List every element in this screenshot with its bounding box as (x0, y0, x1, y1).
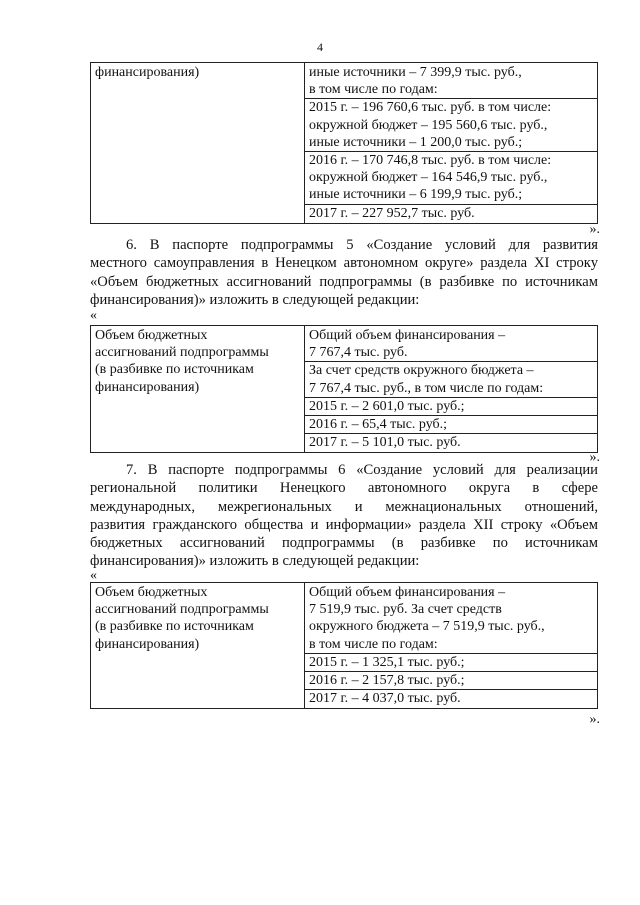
cell-line: 2016 г. – 2 157,8 тыс. руб.; (305, 671, 597, 689)
cell-line: (в разбивке по источникам (95, 619, 254, 635)
cell-line: За счет средств окружного бюджета – (305, 361, 597, 379)
paragraph-line: финансирования)» изложить в следующей редакции: (90, 553, 420, 570)
cell-line: иные источники – 7 399,9 тыс. руб., (309, 65, 522, 80)
cell-line: иные источники – 1 200,0 тыс. руб.; (309, 134, 523, 150)
cell-line: 2017 г. – 5 101,0 тыс. руб. (305, 433, 597, 451)
funding-table-continued (90, 62, 598, 224)
paragraph-item-6 (90, 236, 598, 309)
row-value-cell (305, 583, 598, 709)
paragraph-line: бюджетных ассигнований подпрограммы (в разбивке по источникам (90, 535, 598, 552)
cell-line: окружной бюджет – 195 560,6 тыс. руб., (309, 117, 548, 133)
cell-line: 7 767,4 тыс. руб. (309, 345, 408, 361)
cell-line: финансирования) (95, 379, 200, 395)
cell-line: иные источники – 6 199,9 тыс. руб.; (309, 187, 523, 203)
row-label-cell (91, 326, 305, 453)
paragraph-line: 7. В паспорте подпрограммы 6 «Создание условий для реализации (126, 462, 598, 478)
cell-line: окружного бюджета – 7 519,9 тыс. руб., (309, 619, 545, 635)
page-number: 4 (317, 40, 323, 54)
cell-line: в том числе по годам: (309, 636, 438, 652)
cell-line: Общий объем финансирования – (309, 585, 506, 600)
row-label-cell (91, 63, 305, 224)
cell-line: 2015 г. – 196 760,6 тыс. руб. в том числе: (305, 98, 597, 116)
funding-table-subprogram-5 (90, 325, 598, 453)
cell-line: в том числе по годам: (309, 82, 438, 98)
paragraph-line: развития гражданского общества и информации» раздела XII строку «Объем (90, 516, 598, 533)
cell-line: финансирования) (95, 65, 200, 80)
cell-line: 2017 г. – 4 037,0 тыс. руб. (305, 689, 597, 707)
cell-line: 2016 г. – 65,4 тыс. руб.; (305, 415, 597, 433)
cell-line: окружной бюджет – 164 546,9 тыс. руб., (309, 170, 548, 186)
cell-line: Объем бюджетных (95, 328, 208, 343)
row-value-cell (305, 63, 598, 224)
cell-line: 2016 г. – 170 746,8 тыс. руб. в том числе: (305, 151, 597, 169)
paragraph-line: финансирования)» изложить в следующей редакции: (90, 291, 420, 308)
funding-table-subprogram-6 (90, 582, 598, 709)
cell-line: ассигнований подпрограммы (95, 345, 269, 361)
cell-line: 2015 г. – 1 325,1 тыс. руб.; (305, 653, 597, 671)
paragraph-line: местного самоуправления в Ненецком автономном округе» раздела XI строку (90, 255, 598, 272)
cell-line: финансирования) (95, 636, 200, 652)
cell-line: 2017 г. – 227 952,7 тыс. руб. (305, 204, 597, 222)
cell-line: ассигнований подпрограммы (95, 602, 269, 618)
cell-line: 7 519,9 тыс. руб. За счет средств (309, 602, 502, 618)
closing-quote: ». (589, 450, 600, 465)
row-label-cell (91, 583, 305, 709)
cell-line: (в разбивке по источникам (95, 362, 254, 378)
opening-quote: « (90, 568, 97, 583)
paragraph-line: международных, межрегиональных и межнациональных отношений, (90, 498, 598, 515)
table-row (91, 63, 598, 224)
opening-quote: « (90, 308, 97, 323)
table-row (91, 583, 598, 709)
cell-line: Общий объем финансирования – (309, 328, 506, 343)
paragraph-line: 6. В паспорте подпрограммы 5 «Создание условий для развития (126, 237, 598, 253)
paragraph-line: региональной политики Ненецкого автономного округа в сфере (90, 480, 598, 497)
closing-quote: ». (589, 712, 600, 727)
cell-line: 2015 г. – 2 601,0 тыс. руб.; (305, 397, 597, 415)
row-value-cell (305, 326, 598, 453)
paragraph-line: «Объем бюджетных ассигнований подпрограммы (в разбивке по источникам (90, 273, 598, 290)
cell-line: Объем бюджетных (95, 585, 208, 600)
paragraph-item-7 (90, 461, 598, 571)
cell-line: 7 767,4 тыс. руб., в том числе по годам: (309, 380, 544, 396)
closing-quote: ». (589, 222, 600, 237)
table-row (91, 326, 598, 453)
